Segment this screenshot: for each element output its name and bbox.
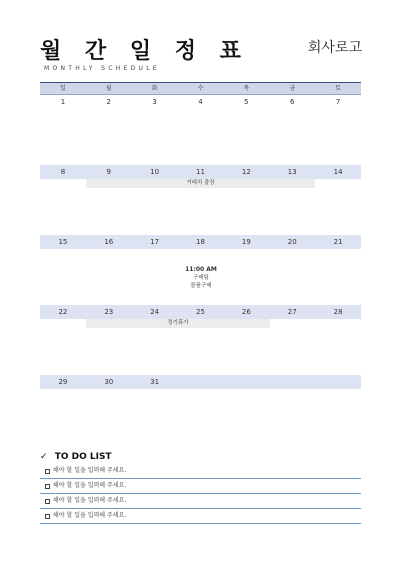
day-cell[interactable]: 30: [104, 378, 114, 386]
todo-title-text: TO DO LIST: [54, 452, 112, 462]
day-cell[interactable]: [223, 375, 269, 389]
company-logo: 회사로고: [307, 40, 362, 56]
day-cell[interactable]: 14: [333, 168, 343, 176]
event-team: 구매팀: [193, 275, 209, 281]
day-cell[interactable]: 20: [287, 238, 297, 246]
calendar-week-2: [40, 165, 361, 235]
day-cell[interactable]: [178, 375, 224, 389]
day-cell[interactable]: 8: [60, 168, 66, 176]
day-cell[interactable]: 1: [60, 98, 66, 106]
day-cell[interactable]: 26: [241, 308, 251, 316]
day-cell[interactable]: 19: [241, 238, 251, 246]
day-cell[interactable]: [315, 375, 361, 389]
day-cell[interactable]: 11: [196, 168, 205, 176]
todo-item[interactable]: [40, 509, 361, 524]
day-cell[interactable]: 4: [198, 98, 203, 106]
weekday-thu: 목: [243, 85, 250, 92]
weekday-sun: 일: [60, 85, 66, 92]
day-cell[interactable]: 28: [333, 308, 343, 316]
page-subtitle: MONTHLY SCHEDULE: [44, 65, 160, 72]
todo-item-text[interactable]: 해야 할 일을 입력해 주세요.: [53, 497, 127, 504]
day-cell[interactable]: 27: [287, 308, 297, 316]
calendar: [40, 82, 361, 389]
todo-item[interactable]: [40, 494, 361, 509]
week-4-dates: [40, 305, 361, 319]
todo-item-text[interactable]: 해야 할 일을 입력해 주세요.: [53, 482, 127, 489]
day-cell[interactable]: 9: [106, 168, 112, 176]
checkbox-icon[interactable]: [45, 499, 50, 504]
week-2-dates: [40, 165, 361, 179]
checkmark-icon: ✓: [40, 452, 48, 462]
checkbox-icon[interactable]: [45, 484, 50, 489]
event-vacation[interactable]: 정기휴가: [86, 319, 270, 328]
day-cell[interactable]: 2: [106, 98, 112, 106]
calendar-week-3: [40, 235, 361, 305]
day-cell[interactable]: 23: [104, 308, 114, 316]
calendar-week-5: [40, 375, 361, 389]
weekday-mon: 월: [105, 85, 112, 92]
week-5-dates: [40, 375, 361, 389]
calendar-week-4: [40, 305, 361, 375]
day-cell[interactable]: 15: [58, 238, 68, 246]
day-cell[interactable]: 16: [104, 238, 114, 246]
event-name: 물품구매: [190, 283, 212, 289]
weekday-header: [40, 82, 361, 95]
day-cell[interactable]: 3: [152, 98, 157, 106]
calendar-week-1: [40, 95, 361, 165]
event-time: 11:00 AM: [185, 266, 217, 273]
day-cell[interactable]: 17: [150, 238, 160, 246]
day-cell[interactable]: 12: [241, 168, 251, 176]
week-4-events: [40, 319, 361, 375]
weekday-sat: 토: [335, 85, 341, 92]
page-title: 월 간 일 정 표: [40, 39, 249, 64]
day-cell[interactable]: 5: [244, 98, 249, 106]
day-cell[interactable]: 22: [58, 308, 68, 316]
week-1-events: [40, 109, 361, 165]
todo-list: [40, 464, 361, 524]
event-purchase-meeting[interactable]: [178, 266, 224, 290]
day-cell[interactable]: [269, 375, 315, 389]
todo-item[interactable]: [40, 479, 361, 494]
weekday-tue: 화: [151, 85, 158, 92]
day-cell[interactable]: 24: [150, 308, 160, 316]
todo-title: [40, 452, 112, 462]
week-3-events: [40, 249, 361, 305]
week-1-dates: [40, 95, 361, 109]
day-cell[interactable]: 6: [289, 98, 295, 106]
day-cell[interactable]: 7: [335, 98, 341, 106]
day-cell[interactable]: 21: [333, 238, 343, 246]
day-cell[interactable]: 25: [196, 308, 205, 316]
day-cell[interactable]: 18: [196, 238, 205, 246]
week-3-dates: [40, 235, 361, 249]
event-business-trip[interactable]: 거래처 출장: [86, 179, 315, 188]
weekday-wed: 수: [197, 85, 204, 92]
checkbox-icon[interactable]: [45, 469, 50, 474]
day-cell[interactable]: 10: [150, 168, 160, 176]
day-cell[interactable]: 29: [58, 378, 68, 386]
week-2-events: [40, 179, 361, 235]
day-cell[interactable]: 31: [150, 378, 160, 386]
todo-item-text[interactable]: 해야 할 일을 입력해 주세요.: [53, 467, 127, 474]
checkbox-icon[interactable]: [45, 514, 50, 519]
todo-item[interactable]: [40, 464, 361, 479]
day-cell[interactable]: 13: [287, 168, 297, 176]
todo-item-text[interactable]: 해야 할 일을 입력해 주세요.: [53, 512, 127, 519]
weekday-fri: 금: [289, 85, 296, 92]
